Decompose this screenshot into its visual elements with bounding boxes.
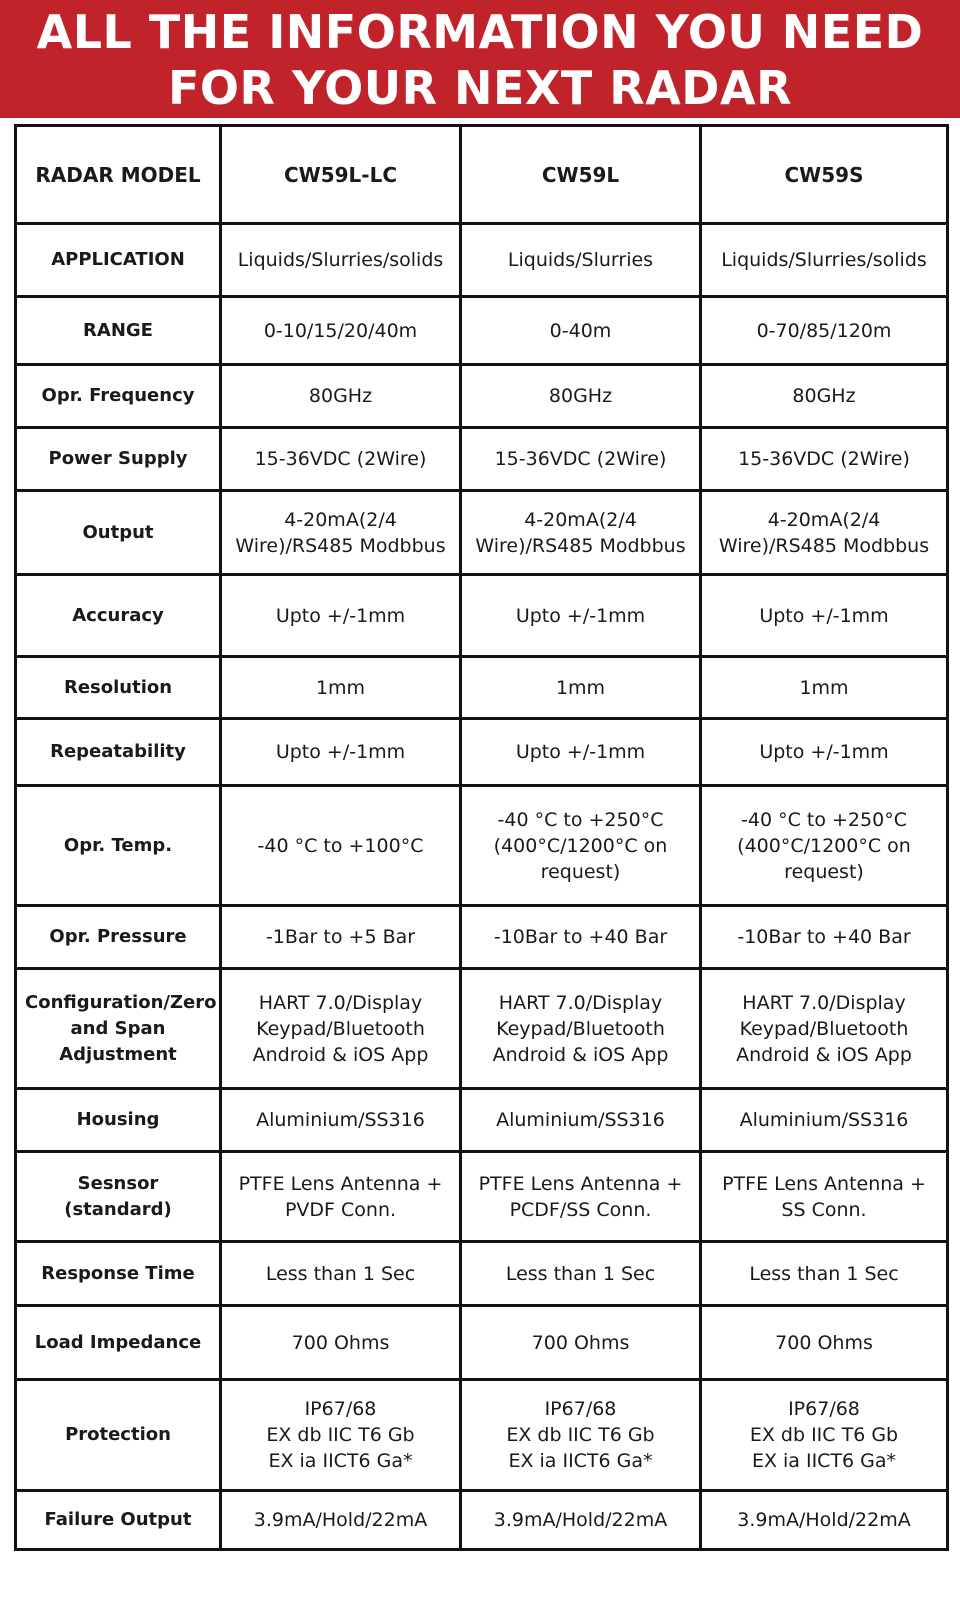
table-cell: 700 Ohms bbox=[701, 1306, 948, 1380]
table-cell: 3.9mA/Hold/22mA bbox=[701, 1491, 948, 1550]
table-row bbox=[16, 491, 948, 575]
row-label: Opr. Frequency bbox=[16, 365, 221, 428]
table-cell: 15-36VDC (2Wire) bbox=[461, 428, 701, 491]
table-cell: 0-70/85/120m bbox=[701, 297, 948, 365]
table-cell: -10Bar to +40 Bar bbox=[461, 906, 701, 969]
table-cell: HART 7.0/Display Keypad/Bluetooth Android & iOS App bbox=[221, 969, 461, 1089]
table-row bbox=[16, 1152, 948, 1242]
table-cell: 80GHz bbox=[221, 365, 461, 428]
table-cell: 1mm bbox=[461, 657, 701, 719]
table-cell: HART 7.0/Display Keypad/Bluetooth Android & iOS App bbox=[701, 969, 948, 1089]
row-label: Failure Output bbox=[16, 1491, 221, 1550]
table-cell: 4-20mA(2/4 Wire)/RS485 Modbbus bbox=[701, 491, 948, 575]
row-label: APPLICATION bbox=[16, 224, 221, 297]
table-cell: 15-36VDC (2Wire) bbox=[221, 428, 461, 491]
table-row bbox=[16, 786, 948, 906]
table-row bbox=[16, 719, 948, 786]
header-cell-model: CW59S bbox=[701, 126, 948, 224]
title-banner bbox=[0, 0, 960, 118]
table-cell: Aluminium/SS316 bbox=[221, 1089, 461, 1152]
table-row bbox=[16, 575, 948, 657]
row-label: Accuracy bbox=[16, 575, 221, 657]
table-cell: -40 °C to +250°C (400°C/1200°C on request) bbox=[461, 786, 701, 906]
row-label: Sesnsor (standard) bbox=[16, 1152, 221, 1242]
table-cell: 700 Ohms bbox=[221, 1306, 461, 1380]
row-label: Load Impedance bbox=[16, 1306, 221, 1380]
table-row bbox=[16, 969, 948, 1089]
table-cell: -40 °C to +100°C bbox=[221, 786, 461, 906]
row-label: Opr. Pressure bbox=[16, 906, 221, 969]
table-cell: Aluminium/SS316 bbox=[461, 1089, 701, 1152]
table-cell: -1Bar to +5 Bar bbox=[221, 906, 461, 969]
table-cell: 4-20mA(2/4 Wire)/RS485 Modbbus bbox=[461, 491, 701, 575]
spec-table bbox=[14, 124, 949, 1551]
table-cell: 0-10/15/20/40m bbox=[221, 297, 461, 365]
table-cell: Upto +/-1mm bbox=[701, 719, 948, 786]
row-label: Power Supply bbox=[16, 428, 221, 491]
row-label: RANGE bbox=[16, 297, 221, 365]
table-cell: IP67/68 EX db IIC T6 Gb EX ia IICT6 Ga* bbox=[461, 1380, 701, 1491]
table-cell: PTFE Lens Antenna + SS Conn. bbox=[701, 1152, 948, 1242]
row-label: Opr. Temp. bbox=[16, 786, 221, 906]
table-cell: 80GHz bbox=[701, 365, 948, 428]
table-row bbox=[16, 1380, 948, 1491]
table-row bbox=[16, 1306, 948, 1380]
banner-title-line2: FOR YOUR NEXT RADAR bbox=[167, 61, 793, 115]
table-cell: IP67/68 EX db IIC T6 Gb EX ia IICT6 Ga* bbox=[701, 1380, 948, 1491]
table-cell: PTFE Lens Antenna + PVDF Conn. bbox=[221, 1152, 461, 1242]
table-cell: Upto +/-1mm bbox=[461, 719, 701, 786]
table-cell: Aluminium/SS316 bbox=[701, 1089, 948, 1152]
table-row bbox=[16, 428, 948, 491]
table-cell: 15-36VDC (2Wire) bbox=[701, 428, 948, 491]
table-cell: 3.9mA/Hold/22mA bbox=[461, 1491, 701, 1550]
table-cell: 80GHz bbox=[461, 365, 701, 428]
table-cell: -40 °C to +250°C (400°C/1200°C on request) bbox=[701, 786, 948, 906]
table-cell: HART 7.0/Display Keypad/Bluetooth Android & iOS App bbox=[461, 969, 701, 1089]
table-cell: Upto +/-1mm bbox=[221, 719, 461, 786]
table-cell: Less than 1 Sec bbox=[221, 1242, 461, 1306]
row-label: Protection bbox=[16, 1380, 221, 1491]
table-cell: 700 Ohms bbox=[461, 1306, 701, 1380]
header-cell-model: CW59L-LC bbox=[221, 126, 461, 224]
row-label: Configuration/Zero and Span Adjustment bbox=[16, 969, 221, 1089]
table-cell: IP67/68 EX db IIC T6 Gb EX ia IICT6 Ga* bbox=[221, 1380, 461, 1491]
table-row bbox=[16, 365, 948, 428]
table-cell: Liquids/Slurries/solids bbox=[221, 224, 461, 297]
banner-title-line1: ALL THE INFORMATION YOU NEED bbox=[36, 5, 924, 59]
table-header-row bbox=[16, 126, 948, 224]
table-cell: PTFE Lens Antenna + PCDF/SS Conn. bbox=[461, 1152, 701, 1242]
table-cell: Upto +/-1mm bbox=[221, 575, 461, 657]
table-cell: Less than 1 Sec bbox=[461, 1242, 701, 1306]
table-row bbox=[16, 1491, 948, 1550]
table-cell: -10Bar to +40 Bar bbox=[701, 906, 948, 969]
table-row bbox=[16, 906, 948, 969]
row-label: Housing bbox=[16, 1089, 221, 1152]
row-label: Resolution bbox=[16, 657, 221, 719]
table-cell: Upto +/-1mm bbox=[461, 575, 701, 657]
table-row bbox=[16, 1089, 948, 1152]
table-cell: Less than 1 Sec bbox=[701, 1242, 948, 1306]
table-row bbox=[16, 1242, 948, 1306]
table-row bbox=[16, 297, 948, 365]
table-cell: 1mm bbox=[221, 657, 461, 719]
table-row bbox=[16, 657, 948, 719]
table-cell: 0-40m bbox=[461, 297, 701, 365]
row-label: Output bbox=[16, 491, 221, 575]
row-label: Repeatability bbox=[16, 719, 221, 786]
table-row bbox=[16, 224, 948, 297]
table-cell: Upto +/-1mm bbox=[701, 575, 948, 657]
header-cell-model: CW59L bbox=[461, 126, 701, 224]
header-cell-label: RADAR MODEL bbox=[16, 126, 221, 224]
table-cell: 3.9mA/Hold/22mA bbox=[221, 1491, 461, 1550]
table-cell: Liquids/Slurries/solids bbox=[701, 224, 948, 297]
table-cell: 1mm bbox=[701, 657, 948, 719]
table-cell: Liquids/Slurries bbox=[461, 224, 701, 297]
row-label: Response Time bbox=[16, 1242, 221, 1306]
table-cell: 4-20mA(2/4 Wire)/RS485 Modbbus bbox=[221, 491, 461, 575]
